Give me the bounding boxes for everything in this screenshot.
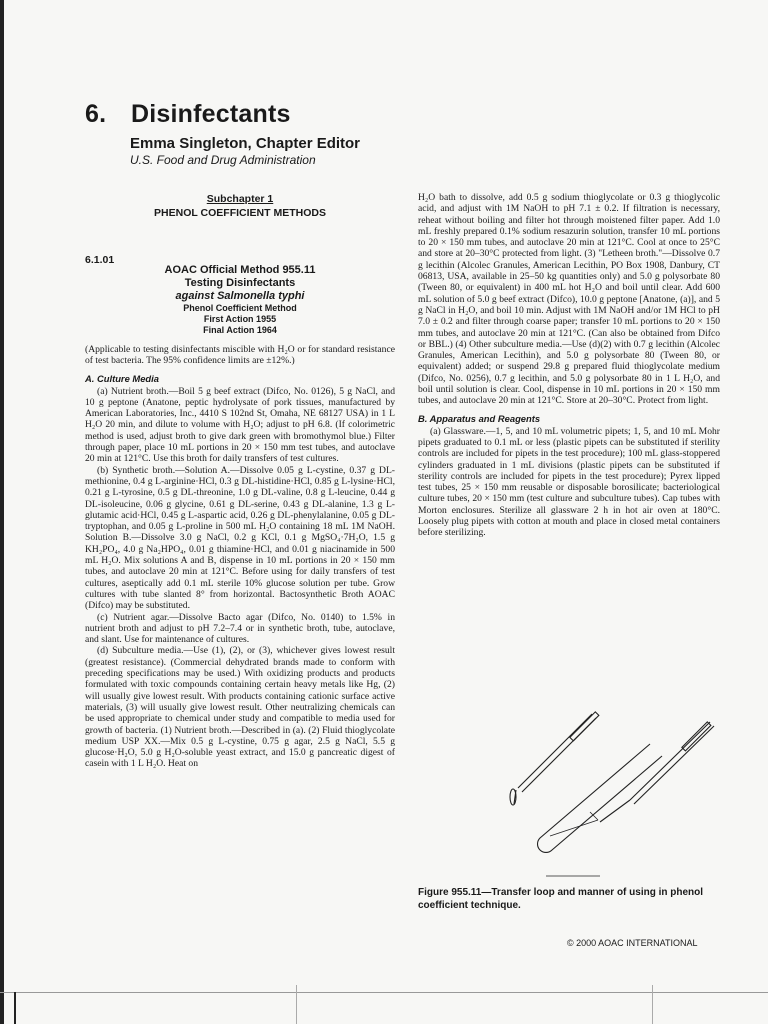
method-line: against Salmonella typhi	[175, 290, 305, 302]
subchapter-heading	[85, 192, 395, 220]
method-line: First Action 1955	[203, 314, 277, 324]
loop-rod	[518, 714, 592, 788]
copyright-footer: © 2000 AOAC INTERNATIONAL	[567, 938, 698, 948]
test-tube	[538, 744, 662, 852]
figure-caption: Figure 955.11—Transfer loop and manner of using in phenol coefficient technique.	[418, 887, 704, 911]
scan-edge-mark	[296, 985, 297, 1024]
transfer-loop-figure	[480, 700, 720, 880]
section-a-continued	[418, 192, 720, 407]
paragraph: H₂O bath to dissolve, add 0.5 g sodium thioglycolate or 0.3 g thioglycolic acid, and adjust with 1M NaOH to pH 7.1 ± 0.2. If filtration is necessary, reheat without boiling and filter hot through moistened filter paper. Add 1.0 mL freshly prepared 0.1% sodium resazurin solution, transfer 10 mL portions to 20 × 150 mm tubes, and autoclave 20 min at 121°C. Cool at once to 25°C and store at 20–30°C protected from light. (3) "Letheen broth."—Dissolve 0.7 g lecithin (Alcolec Granules, American Lecithin, PO Box 1908, Danbury, CT 06813, USA, available in 25–50 kg quantities only) and 5.0 g polysorbate 80 (Tween 80, or equivalent) in 400 mL hot H₂O and boil until clear. Add 600 mL solution of 5.0 g beef extract (Difco), 10.0 g peptone [Anatone, (a)], and 5 g NaCl in H₂O, and boil 10 min. Adjust with 1M NaOH and/or 1M HCl to pH 7.0 ± 0.2 and filter through coarse paper; transfer 10 mL portions to 20 × 150 mm tubes, and autoclave 20 min at 121°C. (Can also be obtained from Difco or BBL.) (4) Other subculture media.—Use (d)(2) with 0.7 g lecithin (Alcolec Granules, American Lecithin), and 5.0 g polysorbate 80 (Tween 80, or equivalent) added; or suspend 29.8 g prepared fluid thioglycolate medium (Difco, No. 0256), 0.7 g lecithin, and 5.0 g polysorbate 80 in 1 L H₂O, and boil until solution is clear. Cool, dispense in 10 mL portions in 20 × 150 mm tubes, and autoclave 20 min at 121°C. Store at 20–30°C. Protect from light.	[418, 192, 720, 407]
method-line: Final Action 1964	[203, 325, 277, 335]
paragraph: (c) Nutrient agar.—Dissolve Bacto agar (Difco, No. 0140) to 1.5% in nutrient broth and adjust to pH 7.2–7.4 or in synthetic broth, tube, autoclave, and slant. Use for maintenance of cultures.	[85, 611, 395, 646]
scan-edge-left	[0, 0, 4, 1024]
tube-liquid	[550, 820, 598, 836]
paragraph: (d) Subculture media.—Use (1), (2), or (3), whichever gives lowest result (greatest resistance). (Commercial dehydrated brands made to conform with preceding specifications may be used.) With oxidizing products and products formulated with toxic compounds containing certain heavy metals like Hg, (2) will usually give lowest result. With products containing cationic surface active materials, (3) will usually give lowest result. Other neutralizing chemicals can be used appropriate to chemical under study and compatible to media used for growth of bacteria. (1) Nutrient broth.—Described in (a). (2) Fluid thioglycolate medium USP XX.—Mix 0.5 g L-cystine, 0.75 g agar, 2.5 g NaCl, 5.5 g glucose·H₂O, 5.0 g H₂O-soluble yeast extract, and 15.0 g pancreatic digest of casein with 1 L H₂O. Heat on	[85, 645, 395, 770]
applicability-note: (Applicable to testing disinfectants miscible with H₂O or for standard resistance of test bacteria. The 95% confidence limits are ±12%.)	[85, 344, 395, 367]
method-heading	[85, 264, 395, 336]
section-a-body	[85, 386, 395, 770]
left-column	[85, 192, 395, 770]
paragraph: (b) Synthetic broth.—Solution A.—Dissolve 0.05 g L-cystine, 0.37 g DL-methionine, 0.4 g L-arginine·HCl, 0.3 g DL-histidine·HCl, 0.85 g L-lysine·HCl, 0.21 g L-tyrosine, 0.5 g DL-threonine, 1.0 g DL-valine, 0.8 g L-leucine, 0.44 g DL-isoleucine, 0.06 g glycine, 0.61 g DL-serine, 0.43 g DL-alanine, 1.3 g L-glutamic acid·HCl, 0.45 g L-aspartic acid, 0.26 g DL-phenylalanine, 0.05 g DL-tryptophan, and 0.05 g L-proline in 500 mL H₂O containing 18 mL 1M NaOH. Solution B.—Dissolve 3.0 g NaCl, 0.2 g KCl, 0.1 g MgSO₄·7H₂O, 1.5 g KH₂PO₄, 4.0 g Na₂HPO₄, 0.01 g thiamine·HCl, and 0.01 g niacinamide in 500 mL H₂O. Mix solutions A and B, dispense in 10 mL portions in 20 × 150 mm tubes, and autoclave 20 min at 121°C. Before using for daily transfers of test cultures, aseptically add 0.1 mL sterile 10% glucose solution per tube. Grow cultures with tube slanted 8° from horizontal. Bactosynthetic Broth AOAC (Difco) may be substituted.	[85, 464, 395, 612]
section-title-a: A. Culture Media	[85, 372, 159, 384]
method-line: Testing Disinfectants	[184, 277, 296, 289]
chapter-number: 6.	[85, 100, 107, 128]
subchapter-title: PHENOL COEFFICIENT METHODS	[154, 207, 326, 219]
loop-wire-inserted	[600, 800, 630, 822]
chapter-title-text: Disinfectants	[131, 100, 291, 128]
loop-handle-inserted	[682, 722, 711, 751]
section-title-b: B. Apparatus and Reagents	[418, 412, 541, 424]
chapter-title	[85, 100, 291, 129]
method-line: Phenol Coefficient Method	[183, 303, 297, 313]
method-line: AOAC Official Method 955.11	[164, 264, 316, 276]
subchapter-label: Subchapter 1	[206, 193, 274, 205]
section-number: 6.1.01	[85, 254, 115, 266]
loop-rod-inserted	[634, 726, 714, 804]
loop-rod-inserted	[630, 722, 710, 800]
section-b-body	[418, 426, 720, 539]
scan-edge-mark	[652, 985, 653, 1024]
loop-handle	[570, 712, 599, 741]
chapter-editor: Emma Singleton, Chapter Editor	[130, 135, 361, 152]
scan-edge-mark	[14, 992, 16, 1024]
paragraph: (a) Nutrient broth.—Boil 5 g beef extract (Difco, No. 0126), 5 g NaCl, and 10 g peptone (Anatone, peptic hydrolysate of pork tissues, manufactured by American Laboratories, Inc., 4410 S 102nd St, Omaha, NE 68127 USA) in 1 L H₂O 20 min, and dilute to volume with H₂O; adjust to pH 6.8. (If colorimetric method is used, adjust broth to give dark green with bromothymol blue.) Filter through paper, place 10 mL portions in 20 × 150 mm test tubes, and autoclave 20 min at 121°C. Use this broth for daily transfers of test cultures.	[85, 385, 395, 465]
right-column	[418, 192, 720, 539]
editor-affiliation: U.S. Food and Drug Administration	[130, 153, 316, 167]
paragraph: (a) Glassware.—1, 5, and 10 mL volumetric pipets; 1, 5, and 10 mL Mohr pipets graduated to 0.1 mL or less (plastic pipets can be substituted if sterility controls are included for pipets in the test procedure); 100 mL glass-stoppered cylinders graduated in 1 mL divisions (plastic pipets can be substituted if sterility controls are included for pipets in the test procedure); Pyrex lipped test tubes, 25 × 150 mm reusable or disposable borosilicate; bacteriological culture tubes, 20 × 150 mm (test culture and subculture tubes). Cap tubes with Morton enclosures. Sterilize all glassware 2 h in hot air oven at 180°C. Loosely plug pipets with cotton at mouth and place in closed metal containers before sterilizing.	[418, 425, 720, 539]
